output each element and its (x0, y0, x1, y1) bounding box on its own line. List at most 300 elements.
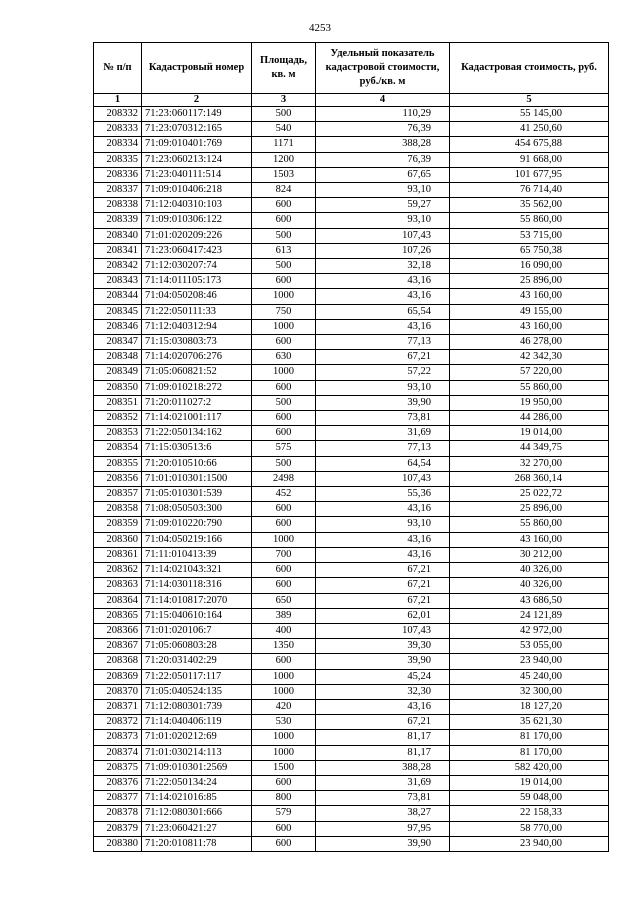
area-value: 2498 (252, 471, 316, 486)
column-number: 1 (94, 94, 142, 107)
specific-rate-value: 73,81 (316, 791, 450, 806)
cadastral-cost-value: 23 940,00 (450, 836, 609, 851)
cadastral-cost-value: 19 014,00 (450, 426, 609, 441)
table-row (94, 699, 609, 714)
table-row (94, 547, 609, 562)
area-value: 600 (252, 274, 316, 289)
table-row (94, 335, 609, 350)
area-value: 600 (252, 411, 316, 426)
row-number: 208375 (94, 760, 142, 775)
page-number: 4253 (309, 22, 331, 34)
specific-rate-value: 67,65 (316, 167, 450, 182)
specific-rate-value: 67,21 (316, 350, 450, 365)
row-number: 208370 (94, 684, 142, 699)
cadastral-cost-value: 25 022,72 (450, 487, 609, 502)
cadastral-number: 71:23:060417:423 (142, 243, 252, 258)
area-value: 1000 (252, 669, 316, 684)
cadastral-number: 71:23:060117:149 (142, 107, 252, 122)
specific-rate-value: 57,22 (316, 365, 450, 380)
area-value: 1000 (252, 730, 316, 745)
cadastral-number: 71:20:010811:78 (142, 836, 252, 851)
table-row (94, 654, 609, 669)
cadastral-cost-value: 24 121,89 (450, 608, 609, 623)
cadastral-cost-value: 32 300,00 (450, 684, 609, 699)
table-row (94, 289, 609, 304)
row-number: 208359 (94, 517, 142, 532)
cadastral-number: 71:15:030803:73 (142, 335, 252, 350)
specific-rate-value: 64,54 (316, 456, 450, 471)
cadastral-cost-value: 18 127,20 (450, 699, 609, 714)
row-number: 208345 (94, 304, 142, 319)
cadastral-number: 71:20:031402:29 (142, 654, 252, 669)
cadastral-number: 71:09:010218:272 (142, 380, 252, 395)
cadastral-cost-value: 101 677,95 (450, 167, 609, 182)
row-number: 208349 (94, 365, 142, 380)
table-row (94, 821, 609, 836)
cadastral-cost-value: 44 349,75 (450, 441, 609, 456)
cadastral-cost-value: 40 326,00 (450, 563, 609, 578)
cadastral-number: 71:09:010406:218 (142, 183, 252, 198)
area-value: 500 (252, 395, 316, 410)
row-number: 208379 (94, 821, 142, 836)
cadastral-cost-value: 19 014,00 (450, 775, 609, 790)
specific-rate-value: 76,39 (316, 152, 450, 167)
cadastral-cost-value: 40 326,00 (450, 578, 609, 593)
cadastral-number: 71:15:040610:164 (142, 608, 252, 623)
specific-rate-value: 32,30 (316, 684, 450, 699)
row-number: 208351 (94, 395, 142, 410)
area-value: 500 (252, 107, 316, 122)
specific-rate-value: 43,16 (316, 289, 450, 304)
cadastral-cost-value: 30 212,00 (450, 547, 609, 562)
row-number: 208378 (94, 806, 142, 821)
table-row (94, 806, 609, 821)
specific-rate-value: 55,36 (316, 487, 450, 502)
row-number: 208338 (94, 198, 142, 213)
area-value: 1200 (252, 152, 316, 167)
table-row (94, 274, 609, 289)
cadastral-number: 71:22:050117:117 (142, 669, 252, 684)
cadastral-cost-value: 35 562,00 (450, 198, 609, 213)
row-number: 208363 (94, 578, 142, 593)
table-row (94, 684, 609, 699)
cadastral-number: 71:14:020706:276 (142, 350, 252, 365)
cadastral-number: 71:22:050134:162 (142, 426, 252, 441)
cadastral-number: 71:09:010301:2569 (142, 760, 252, 775)
cadastral-cost-value: 41 250,60 (450, 122, 609, 137)
table-row (94, 517, 609, 532)
cadastral-number: 71:22:050111:33 (142, 304, 252, 319)
cadastral-number: 71:01:030214:113 (142, 745, 252, 760)
table-row (94, 639, 609, 654)
row-number: 208362 (94, 563, 142, 578)
table-row (94, 441, 609, 456)
cadastral-number: 71:20:011027:2 (142, 395, 252, 410)
cadastral-value-table (93, 42, 609, 852)
area-value: 389 (252, 608, 316, 623)
row-number: 208342 (94, 259, 142, 274)
area-value: 1350 (252, 639, 316, 654)
cadastral-number: 71:05:060803:28 (142, 639, 252, 654)
specific-rate-value: 39,90 (316, 654, 450, 669)
header-cadastral-number: Кадастровый номер (142, 43, 252, 94)
row-number: 208354 (94, 441, 142, 456)
cadastral-number: 71:12:080301:739 (142, 699, 252, 714)
area-value: 613 (252, 243, 316, 258)
table-body (94, 107, 609, 852)
row-number: 208347 (94, 335, 142, 350)
cadastral-number: 71:09:010401:769 (142, 137, 252, 152)
area-value: 600 (252, 821, 316, 836)
table-row (94, 213, 609, 228)
cadastral-number: 71:12:040310:103 (142, 198, 252, 213)
row-number: 208352 (94, 411, 142, 426)
specific-rate-value: 43,16 (316, 274, 450, 289)
table-header-row (94, 43, 609, 94)
cadastral-cost-value: 55 860,00 (450, 213, 609, 228)
area-value: 575 (252, 441, 316, 456)
table-row (94, 152, 609, 167)
area-value: 579 (252, 806, 316, 821)
specific-rate-value: 77,13 (316, 441, 450, 456)
row-number: 208337 (94, 183, 142, 198)
table-row (94, 563, 609, 578)
specific-rate-value: 93,10 (316, 183, 450, 198)
row-number: 208358 (94, 502, 142, 517)
row-number: 208374 (94, 745, 142, 760)
row-number: 208343 (94, 274, 142, 289)
cadastral-cost-value: 19 950,00 (450, 395, 609, 410)
row-number: 208336 (94, 167, 142, 182)
row-number: 208377 (94, 791, 142, 806)
table-row (94, 836, 609, 851)
cadastral-number: 71:11:010413:39 (142, 547, 252, 562)
specific-rate-value: 65,54 (316, 304, 450, 319)
specific-rate-value: 62,01 (316, 608, 450, 623)
table-row (94, 411, 609, 426)
cadastral-cost-value: 81 170,00 (450, 730, 609, 745)
row-number: 208344 (94, 289, 142, 304)
table-row (94, 456, 609, 471)
table-row (94, 107, 609, 122)
cadastral-cost-value: 43 686,50 (450, 593, 609, 608)
cadastral-number: 71:14:030118:316 (142, 578, 252, 593)
area-value: 1500 (252, 760, 316, 775)
specific-rate-value: 388,28 (316, 137, 450, 152)
area-value: 600 (252, 335, 316, 350)
row-number: 208364 (94, 593, 142, 608)
row-number: 208367 (94, 639, 142, 654)
area-value: 600 (252, 517, 316, 532)
row-number: 208361 (94, 547, 142, 562)
cadastral-cost-value: 268 360,14 (450, 471, 609, 486)
specific-rate-value: 107,43 (316, 471, 450, 486)
area-value: 600 (252, 426, 316, 441)
row-number: 208356 (94, 471, 142, 486)
table-row (94, 426, 609, 441)
cadastral-cost-value: 55 145,00 (450, 107, 609, 122)
cadastral-cost-value: 55 860,00 (450, 380, 609, 395)
specific-rate-value: 81,17 (316, 730, 450, 745)
cadastral-cost-value: 49 155,00 (450, 304, 609, 319)
row-number: 208369 (94, 669, 142, 684)
row-number: 208355 (94, 456, 142, 471)
cadastral-cost-value: 16 090,00 (450, 259, 609, 274)
cadastral-number: 71:15:030513:6 (142, 441, 252, 456)
specific-rate-value: 39,30 (316, 639, 450, 654)
table-row (94, 760, 609, 775)
cadastral-cost-value: 25 896,00 (450, 502, 609, 517)
cadastral-number: 71:22:050134:24 (142, 775, 252, 790)
area-value: 452 (252, 487, 316, 502)
specific-rate-value: 93,10 (316, 517, 450, 532)
area-value: 1000 (252, 289, 316, 304)
row-number: 208371 (94, 699, 142, 714)
specific-rate-value: 76,39 (316, 122, 450, 137)
row-number: 208341 (94, 243, 142, 258)
cadastral-number: 71:04:050219:166 (142, 532, 252, 547)
table-row (94, 487, 609, 502)
specific-rate-value: 45,24 (316, 669, 450, 684)
table-row (94, 730, 609, 745)
cadastral-number: 71:01:020212:69 (142, 730, 252, 745)
row-number: 208334 (94, 137, 142, 152)
cadastral-number: 71:01:020106:7 (142, 623, 252, 638)
specific-rate-value: 39,90 (316, 395, 450, 410)
table-row (94, 669, 609, 684)
table-row (94, 167, 609, 182)
column-number: 4 (316, 94, 450, 107)
row-number: 208360 (94, 532, 142, 547)
specific-rate-value: 107,43 (316, 623, 450, 638)
table-row (94, 243, 609, 258)
table-row (94, 259, 609, 274)
area-value: 540 (252, 122, 316, 137)
cadastral-cost-value: 59 048,00 (450, 791, 609, 806)
cadastral-cost-value: 43 160,00 (450, 532, 609, 547)
cadastral-number: 71:12:030207:74 (142, 259, 252, 274)
cadastral-cost-value: 53 055,00 (450, 639, 609, 654)
cadastral-number: 71:23:060421:27 (142, 821, 252, 836)
row-number: 208339 (94, 213, 142, 228)
specific-rate-value: 32,18 (316, 259, 450, 274)
table-row (94, 198, 609, 213)
area-value: 600 (252, 836, 316, 851)
cadastral-number: 71:14:010817:2070 (142, 593, 252, 608)
area-value: 500 (252, 228, 316, 243)
header-specific-rate: Удельный показатель кадастровой стоимости, руб./кв. м (316, 43, 450, 94)
row-number: 208348 (94, 350, 142, 365)
specific-rate-value: 43,16 (316, 319, 450, 334)
cadastral-number: 71:08:050503:300 (142, 502, 252, 517)
area-value: 1503 (252, 167, 316, 182)
cadastral-cost-value: 43 160,00 (450, 319, 609, 334)
cadastral-number: 71:14:021016:85 (142, 791, 252, 806)
area-value: 650 (252, 593, 316, 608)
cadastral-number: 71:09:010220:790 (142, 517, 252, 532)
cadastral-number: 71:05:010301:539 (142, 487, 252, 502)
specific-rate-value: 43,16 (316, 699, 450, 714)
area-value: 600 (252, 380, 316, 395)
area-value: 750 (252, 304, 316, 319)
cadastral-cost-value: 42 342,30 (450, 350, 609, 365)
table-row (94, 608, 609, 623)
specific-rate-value: 81,17 (316, 745, 450, 760)
row-number: 208350 (94, 380, 142, 395)
area-value: 600 (252, 502, 316, 517)
cadastral-number: 71:09:010306:122 (142, 213, 252, 228)
area-value: 600 (252, 213, 316, 228)
table-row (94, 228, 609, 243)
cadastral-number: 71:01:020209:226 (142, 228, 252, 243)
cadastral-cost-value: 58 770,00 (450, 821, 609, 836)
area-value: 1000 (252, 745, 316, 760)
area-value: 630 (252, 350, 316, 365)
cadastral-number: 71:05:040524:135 (142, 684, 252, 699)
row-number: 208353 (94, 426, 142, 441)
cadastral-number: 71:23:060213:124 (142, 152, 252, 167)
specific-rate-value: 59,27 (316, 198, 450, 213)
area-value: 600 (252, 563, 316, 578)
table-row (94, 350, 609, 365)
row-number: 208376 (94, 775, 142, 790)
cadastral-number: 71:04:050208:46 (142, 289, 252, 304)
area-value: 420 (252, 699, 316, 714)
cadastral-number: 71:20:010510:66 (142, 456, 252, 471)
cadastral-number: 71:12:080301:666 (142, 806, 252, 821)
cadastral-number: 71:01:010301:1500 (142, 471, 252, 486)
row-number: 208368 (94, 654, 142, 669)
specific-rate-value: 93,10 (316, 380, 450, 395)
area-value: 600 (252, 578, 316, 593)
header-no: № п/п (94, 43, 142, 94)
area-value: 800 (252, 791, 316, 806)
area-value: 1000 (252, 684, 316, 699)
row-number: 208373 (94, 730, 142, 745)
table-row (94, 471, 609, 486)
table-row (94, 365, 609, 380)
row-number: 208346 (94, 319, 142, 334)
table-row (94, 715, 609, 730)
row-number: 208372 (94, 715, 142, 730)
area-value: 1000 (252, 319, 316, 334)
cadastral-number: 71:14:021043:321 (142, 563, 252, 578)
specific-rate-value: 67,21 (316, 593, 450, 608)
table-row (94, 380, 609, 395)
specific-rate-value: 39,90 (316, 836, 450, 851)
row-number: 208340 (94, 228, 142, 243)
specific-rate-value: 77,13 (316, 335, 450, 350)
specific-rate-value: 38,27 (316, 806, 450, 821)
table-row (94, 395, 609, 410)
cadastral-number: 71:23:070312:165 (142, 122, 252, 137)
specific-rate-value: 43,16 (316, 547, 450, 562)
specific-rate-value: 93,10 (316, 213, 450, 228)
specific-rate-value: 67,21 (316, 715, 450, 730)
cadastral-cost-value: 454 675,88 (450, 137, 609, 152)
table-row (94, 791, 609, 806)
row-number: 208357 (94, 487, 142, 502)
header-area: Площадь, кв. м (252, 43, 316, 94)
cadastral-number: 71:05:060821:52 (142, 365, 252, 380)
cadastral-number: 71:12:040312:94 (142, 319, 252, 334)
specific-rate-value: 67,21 (316, 578, 450, 593)
row-number: 208365 (94, 608, 142, 623)
cadastral-cost-value: 45 240,00 (450, 669, 609, 684)
header-cadastral-cost: Кадастровая стоимость, руб. (450, 43, 609, 94)
cadastral-cost-value: 42 972,00 (450, 623, 609, 638)
row-number: 208380 (94, 836, 142, 851)
table-row (94, 578, 609, 593)
area-value: 600 (252, 654, 316, 669)
specific-rate-value: 107,26 (316, 243, 450, 258)
cadastral-number: 71:23:040111:514 (142, 167, 252, 182)
column-number: 2 (142, 94, 252, 107)
cadastral-cost-value: 43 160,00 (450, 289, 609, 304)
table-row (94, 775, 609, 790)
cadastral-cost-value: 91 668,00 (450, 152, 609, 167)
row-number: 208332 (94, 107, 142, 122)
specific-rate-value: 31,69 (316, 775, 450, 790)
table-row (94, 745, 609, 760)
cadastral-cost-value: 32 270,00 (450, 456, 609, 471)
specific-rate-value: 73,81 (316, 411, 450, 426)
cadastral-number: 71:14:040406:119 (142, 715, 252, 730)
area-value: 400 (252, 623, 316, 638)
table-row (94, 532, 609, 547)
cadastral-cost-value: 25 896,00 (450, 274, 609, 289)
table-row (94, 304, 609, 319)
cadastral-cost-value: 53 715,00 (450, 228, 609, 243)
row-number: 208333 (94, 122, 142, 137)
area-value: 600 (252, 775, 316, 790)
row-number: 208335 (94, 152, 142, 167)
cadastral-cost-value: 23 940,00 (450, 654, 609, 669)
specific-rate-value: 67,21 (316, 563, 450, 578)
area-value: 1000 (252, 532, 316, 547)
area-value: 1171 (252, 137, 316, 152)
area-value: 530 (252, 715, 316, 730)
column-number: 5 (450, 94, 609, 107)
cadastral-cost-value: 65 750,38 (450, 243, 609, 258)
cadastral-cost-value: 46 278,00 (450, 335, 609, 350)
area-value: 700 (252, 547, 316, 562)
area-value: 500 (252, 456, 316, 471)
cadastral-cost-value: 57 220,00 (450, 365, 609, 380)
cadastral-cost-value: 76 714,40 (450, 183, 609, 198)
specific-rate-value: 43,16 (316, 502, 450, 517)
area-value: 824 (252, 183, 316, 198)
cadastral-cost-value: 44 286,00 (450, 411, 609, 426)
cadastral-cost-value: 55 860,00 (450, 517, 609, 532)
cadastral-number: 71:14:011105:173 (142, 274, 252, 289)
table-row (94, 502, 609, 517)
table-row (94, 593, 609, 608)
column-number: 3 (252, 94, 316, 107)
cadastral-cost-value: 22 158,33 (450, 806, 609, 821)
area-value: 600 (252, 198, 316, 213)
area-value: 500 (252, 259, 316, 274)
table-row (94, 319, 609, 334)
cadastral-cost-value: 582 420,00 (450, 760, 609, 775)
specific-rate-value: 107,43 (316, 228, 450, 243)
table-row (94, 623, 609, 638)
cadastral-number: 71:14:021001:117 (142, 411, 252, 426)
cadastral-cost-value: 35 621,30 (450, 715, 609, 730)
cadastral-cost-value: 81 170,00 (450, 745, 609, 760)
column-number-row (94, 94, 609, 107)
specific-rate-value: 31,69 (316, 426, 450, 441)
